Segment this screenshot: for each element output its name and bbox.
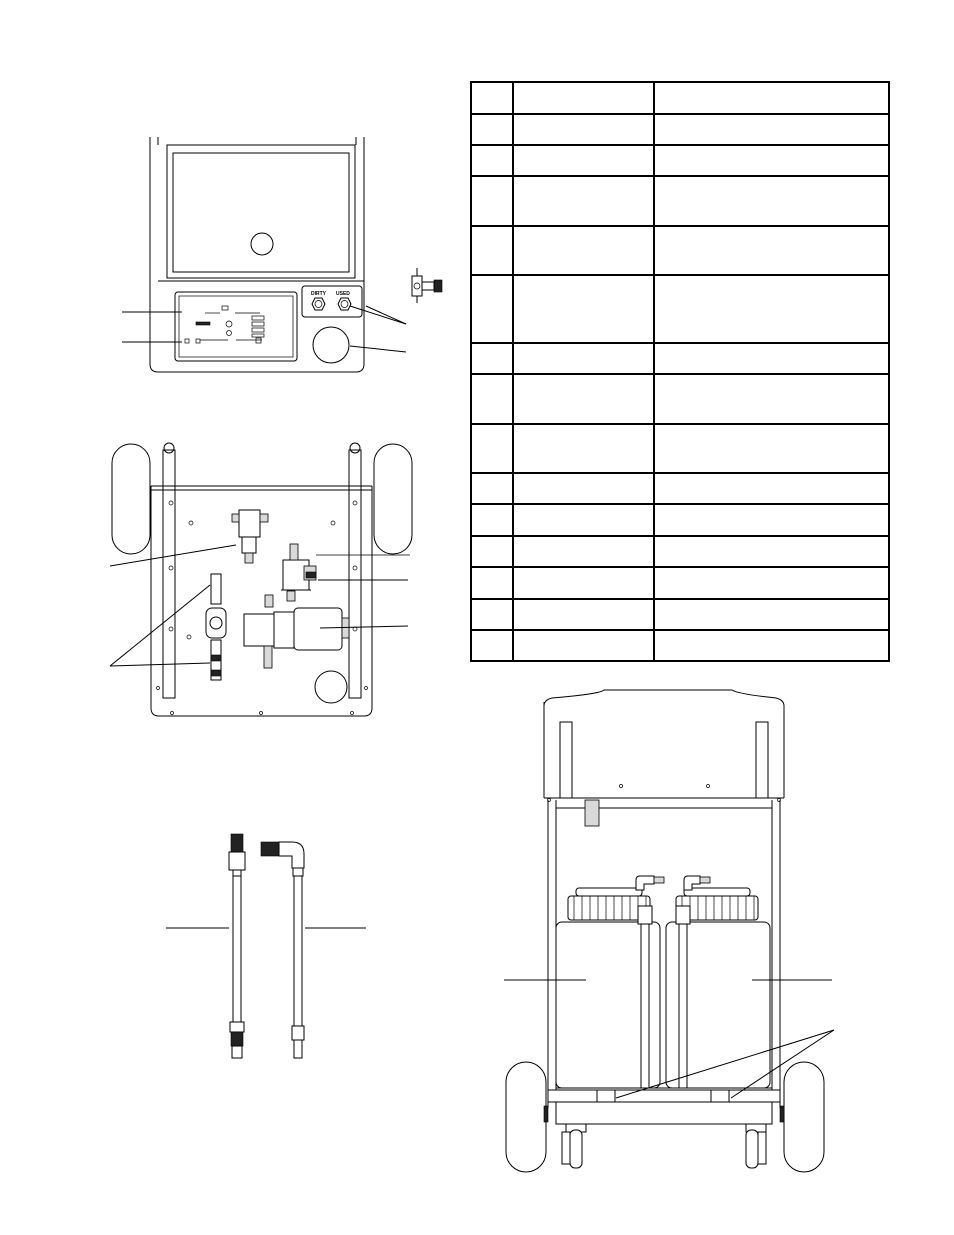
parts-table-partno-cell [513,176,654,226]
left-wheel [112,444,150,554]
parts-table-partno-cell [513,82,654,114]
parts-table-desc-cell [654,114,889,145]
parts-table-row [471,504,889,536]
parts-table-desc-cell [654,374,889,424]
parts-table-item-cell [471,275,513,343]
left-tank [556,922,660,1088]
parts-table-desc-cell [654,343,889,374]
parts-table-row [471,374,889,424]
parts-table-item-cell [471,424,513,473]
parts-table-desc-cell [654,536,889,567]
dirty-gauge [312,298,325,310]
parts-table-desc-cell [654,504,889,536]
parts-table-row [471,424,889,473]
control-label-panel [175,292,297,361]
parts-table-partno-cell [513,374,654,424]
parts-table-desc-cell [654,473,889,504]
parts-table-item-cell [471,504,513,536]
parts-table-item-cell [471,599,513,630]
parts-table-item-cell [471,343,513,374]
parts-table-row [471,176,889,226]
parts-table-partno-cell [513,567,654,599]
parts-table-row [471,599,889,630]
parts-table-row [471,567,889,599]
parts-table-item-cell [471,176,513,226]
parts-table-desc-cell [654,599,889,630]
parts-table-partno-cell [513,424,654,473]
parts-table-row [471,343,889,374]
parts-table-row [471,473,889,504]
display-knob [251,233,273,255]
parts-table-partno-cell [513,275,654,343]
parts-table-row [471,536,889,567]
dirty-gauge-label: DIRTY [311,291,326,297]
parts-table-partno-cell [513,473,654,504]
parts-table-desc-cell [654,424,889,473]
parts-table-partno-cell [513,343,654,374]
parts-table-desc-cell [654,567,889,599]
parts-table-desc-cell [654,82,889,114]
parts-table-item-cell [471,114,513,145]
parts-table-item-cell [471,145,513,176]
parts-table-partno-cell [513,145,654,176]
hoses-view [166,834,366,1058]
parts-table-desc-cell [654,176,889,226]
parts-table-row [471,82,889,114]
parts-table-item-cell [471,473,513,504]
parts-table-partno-cell [513,504,654,536]
right-wheel [374,444,412,554]
parts-table-desc-cell [654,630,889,661]
parts-table [470,81,890,662]
parts-table-item-cell [471,630,513,661]
rear-pump-view [110,443,412,716]
parts-table-desc-cell [654,226,889,275]
parts-table-item-cell [471,82,513,114]
right-tank [666,922,770,1088]
cart-left-wheel [506,1062,546,1172]
parts-table-partno-cell [513,226,654,275]
pressure-gauge [313,327,349,363]
used-gauge-label: USED [336,291,350,297]
parts-table-partno-cell [513,599,654,630]
parts-table-desc-cell [654,145,889,176]
parts-table-partno-cell [513,536,654,567]
parts-table-row [471,114,889,145]
used-gauge [338,298,351,310]
parts-table-row [471,275,889,343]
parts-table-row [471,226,889,275]
cart-tanks-view [504,690,834,1172]
parts-table-item-cell [471,567,513,599]
parts-table-body [471,82,889,661]
parts-table-item-cell [471,374,513,424]
valve-detail [412,268,442,303]
parts-table-partno-cell [513,114,654,145]
parts-table-item-cell [471,536,513,567]
parts-table-row [471,145,889,176]
cart-right-wheel [784,1062,824,1172]
parts-table-item-cell [471,226,513,275]
parts-table-row [471,630,889,661]
front-panel-view [122,137,442,372]
parts-table-desc-cell [654,275,889,343]
parts-table-partno-cell [513,630,654,661]
